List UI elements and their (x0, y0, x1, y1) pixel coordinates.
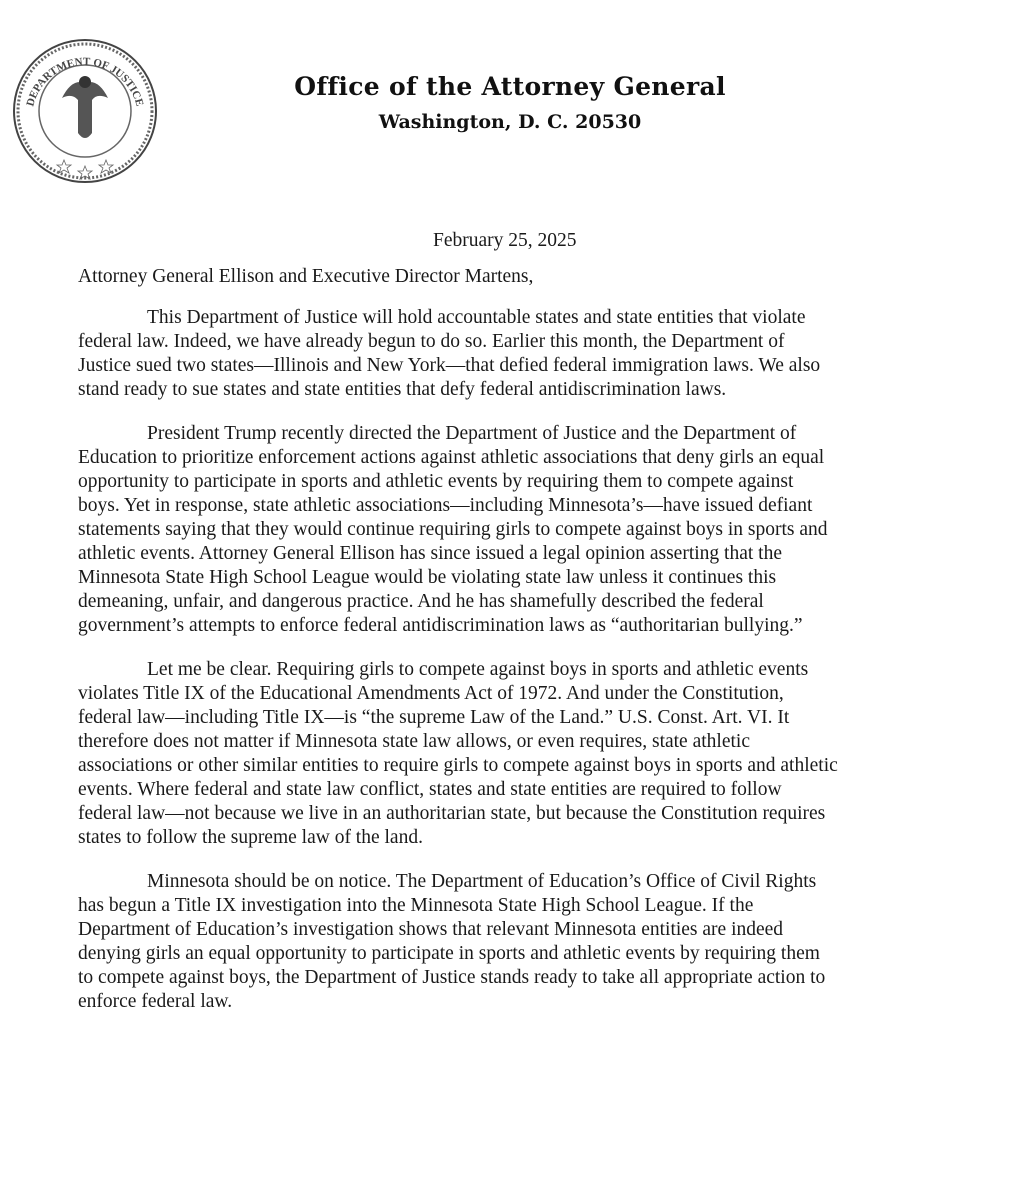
paragraph-line: demeaning, unfair, and dangerous practice. And he has shamefully described the federal (78, 591, 764, 612)
paragraph (78, 658, 978, 850)
paragraph-line: This Department of Justice will hold accountable states and state entities that violate (147, 307, 806, 328)
paragraph-line: opportunity to participate in sports and athletic events by requiring them to compete against (78, 471, 794, 492)
paragraph-line: President Trump recently directed the Department of Justice and the Department of (147, 423, 797, 444)
paragraph-line: states to follow the supreme law of the land. (78, 827, 423, 848)
paragraph-line: stand ready to sue states and state entities that defy federal antidiscrimination laws. (78, 379, 727, 400)
paragraph-line: athletic events. Attorney General Ellison has since issued a legal opinion asserting that the (78, 543, 782, 564)
paragraph-line: enforce federal law. (78, 991, 233, 1012)
paragraph-line: Education to prioritize enforcement actions against athletic associations that deny girls an equal (78, 447, 825, 468)
paragraph-line: therefore does not matter if Minnesota state law allows, or even requires, state athletic (78, 731, 750, 752)
paragraph-line: statements saying that they would continue requiring girls to compete against boys in sports and (78, 519, 828, 540)
paragraph-line: associations or other similar entities to require girls to compete against boys in sports and athletic (78, 755, 838, 776)
paragraph-line: has begun a Title IX investigation into the Minnesota State High School League. If the (78, 895, 754, 916)
paragraph-line: events. Where federal and state law conflict, states and state entities are required to follow (78, 779, 782, 800)
paragraph-line: federal law. Indeed, we have already begun to do so. Earlier this month, the Department of (78, 331, 785, 352)
paragraph (78, 870, 978, 1014)
paragraph-line: Minnesota should be on notice. The Department of Education’s Office of Civil Rights (147, 871, 817, 892)
paragraph (78, 306, 978, 402)
paragraph-line: violates Title IX of the Educational Amendments Act of 1972. And under the Constitution, (78, 683, 784, 704)
paragraph-line: federal law—including Title IX—is “the supreme Law of the Land.” U.S. Const. Art. VI. It (78, 707, 790, 728)
paragraph-line: Let me be clear. Requiring girls to compete against boys in sports and athletic events (147, 659, 809, 680)
seal-text: DEPARTMENT OF JUSTICE (24, 55, 146, 108)
paragraph-line: denying girls an equal opportunity to participate in sports and athletic events by requiring them (78, 943, 820, 964)
letter-body (78, 306, 978, 1034)
paragraph (78, 422, 978, 638)
salutation: Attorney General Ellison and Executive Director Martens, (78, 266, 534, 287)
paragraph-line: Minnesota State High School League would be violating state law unless it continues this (78, 567, 777, 588)
doj-seal-logo (12, 38, 158, 184)
paragraph-line: government’s attempts to enforce federal antidiscrimination laws as “authoritarian bullying.” (78, 615, 803, 636)
paragraph-line: Department of Education’s investigation shows that relevant Minnesota entities are indeed (78, 919, 784, 940)
letterhead-address: Washington, D. C. 20530 (378, 111, 642, 133)
letter-date: February 25, 2025 (433, 230, 577, 251)
paragraph-line: boys. Yet in response, state athletic associations—including Minnesota’s—have issued defiant (78, 495, 813, 516)
paragraph-line: Justice sued two states—Illinois and New York—that defied federal immigration laws. We also (78, 355, 821, 376)
paragraph-line: federal law—not because we live in an authoritarian state, but because the Constitution requires (78, 803, 826, 824)
paragraph-line: to compete against boys, the Department of Justice stands ready to take all appropriate action to (78, 967, 826, 988)
letterhead-title: Office of the Attorney General (294, 72, 726, 101)
